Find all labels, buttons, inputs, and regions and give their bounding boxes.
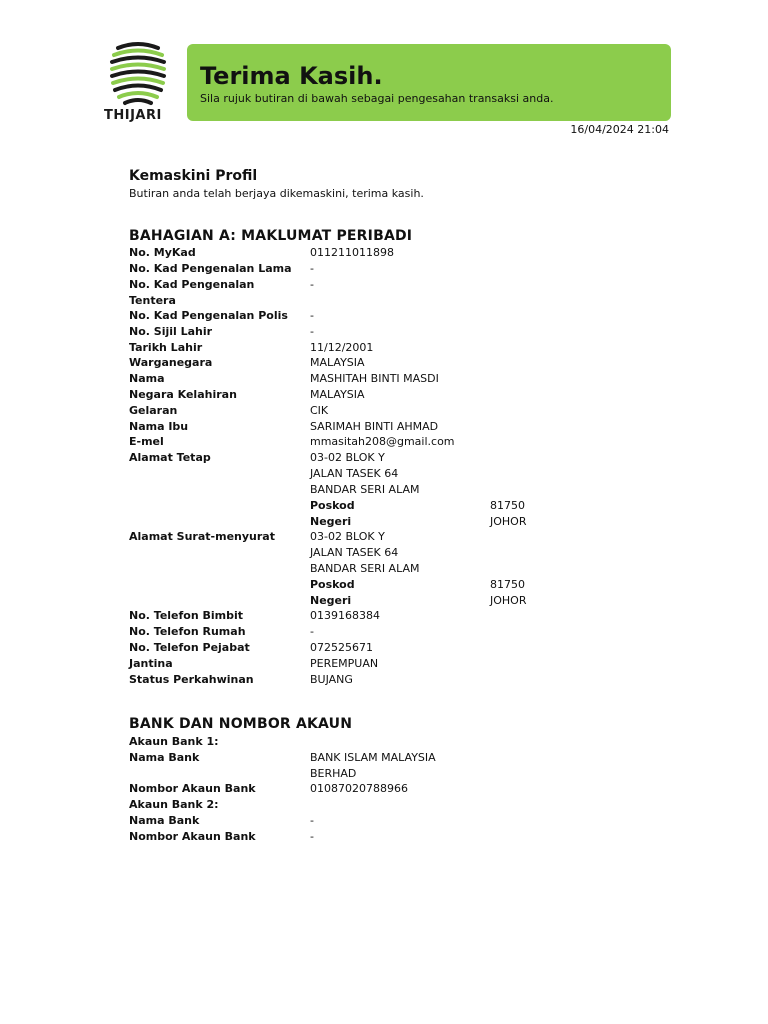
ic-lama-value: - <box>310 262 314 275</box>
banner-subtitle: Sila rujuk butiran di bawah sebagai pengesahan transaksi anda. <box>200 92 554 105</box>
tel-bimbit-label: No. Telefon Bimbit <box>129 609 244 622</box>
tel-pejabat-value: 072525671 <box>310 641 373 654</box>
tel-bimbit-value: 0139168384 <box>310 609 380 622</box>
jantina-value: PEREMPUAN <box>310 657 379 670</box>
ic-tentera-label-line2: Tentera <box>129 294 176 307</box>
sijil-lahir-label: No. Sijil Lahir <box>129 325 213 338</box>
akaun2-nama-label: Nama Bank <box>129 814 200 827</box>
akaun2-heading: Akaun Bank 2: <box>129 798 219 811</box>
jantina-label: Jantina <box>129 657 173 670</box>
alamat-tetap-line2: JALAN TASEK 64 <box>310 467 399 480</box>
tel-rumah-label: No. Telefon Rumah <box>129 625 246 638</box>
section-a-heading: BAHAGIAN A: MAKLUMAT PERIBADI <box>129 228 413 244</box>
alamat-tetap-line1: 03-02 BLOK Y <box>310 451 385 464</box>
akaun1-nama-line2: BERHAD <box>310 767 357 780</box>
alamat-surat-line1: 03-02 BLOK Y <box>310 530 385 543</box>
ic-lama-label: No. Kad Pengenalan Lama <box>129 262 292 275</box>
alamat-tetap-label: Alamat Tetap <box>129 451 211 464</box>
tarikh-lahir-label: Tarikh Lahir <box>129 341 203 354</box>
akaun2-nombor-label: Nombor Akaun Bank <box>129 830 256 843</box>
alamat-surat-label: Alamat Surat-menyurat <box>129 530 275 543</box>
tel-rumah-value: - <box>310 625 314 638</box>
tel-pejabat-label: No. Telefon Pejabat <box>129 641 250 654</box>
ic-tentera-value: - <box>310 278 314 291</box>
alamat-surat-poskod: 81750 <box>490 578 525 591</box>
alamat-tetap-negeri-label: Negeri <box>310 515 352 528</box>
akaun1-nombor-value: 01087020788966 <box>310 782 408 795</box>
gelaran-label: Gelaran <box>129 404 178 417</box>
profile-subtitle: Butiran anda telah berjaya dikemaskini, terima kasih. <box>129 187 424 200</box>
mykad-value: 011211011898 <box>310 246 394 259</box>
negara-kelahiran-label: Negara Kelahiran <box>129 388 237 401</box>
nama-value: MASHITAH BINTI MASDI <box>310 372 439 385</box>
negara-kelahiran-value: MALAYSIA <box>310 388 365 401</box>
alamat-surat-negeri: JOHOR <box>490 594 527 607</box>
ic-polis-value: - <box>310 309 314 322</box>
bank-heading: BANK DAN NOMBOR AKAUN <box>129 716 353 732</box>
mykad-label: No. MyKad <box>129 246 196 259</box>
status-kahwin-value: BUJANG <box>310 673 353 686</box>
warganegara-value: MALAYSIA <box>310 356 365 369</box>
alamat-surat-line3: BANDAR SERI ALAM <box>310 562 420 575</box>
success-banner <box>187 44 671 121</box>
ic-tentera-label-line1: No. Kad Pengenalan <box>129 278 255 291</box>
alamat-surat-line2: JALAN TASEK 64 <box>310 546 399 559</box>
nama-ibu-value: SARIMAH BINTI AHMAD <box>310 420 439 433</box>
alamat-surat-negeri-label: Negeri <box>310 594 352 607</box>
alamat-tetap-poskod: 81750 <box>490 499 525 512</box>
profile-title: Kemaskini Profil <box>129 168 258 184</box>
tarikh-lahir-value: 11/12/2001 <box>310 341 374 354</box>
akaun1-nama-line1: BANK ISLAM MALAYSIA <box>310 751 436 764</box>
alamat-surat-poskod-label: Poskod <box>310 578 355 591</box>
sijil-lahir-value: - <box>310 325 314 338</box>
status-kahwin-label: Status Perkahwinan <box>129 673 254 686</box>
nama-ibu-label: Nama Ibu <box>129 420 189 433</box>
akaun2-nama-value: - <box>310 814 314 827</box>
brand-name: THIJARI <box>104 108 162 123</box>
emel-label: E-mel <box>129 435 164 448</box>
gelaran-value: CIK <box>310 404 329 417</box>
fingerprint-icon <box>100 40 176 110</box>
alamat-tetap-poskod-label: Poskod <box>310 499 355 512</box>
nama-label: Nama <box>129 372 165 385</box>
alamat-tetap-negeri: JOHOR <box>490 515 527 528</box>
emel-value: mmasitah208@gmail.com <box>310 435 455 448</box>
akaun1-heading: Akaun Bank 1: <box>129 735 219 748</box>
akaun1-nombor-label: Nombor Akaun Bank <box>129 782 256 795</box>
akaun2-nombor-value: - <box>310 830 314 843</box>
warganegara-label: Warganegara <box>129 356 213 369</box>
banner-title: Terima Kasih. <box>200 62 383 90</box>
alamat-tetap-line3: BANDAR SERI ALAM <box>310 483 420 496</box>
akaun1-nama-label: Nama Bank <box>129 751 200 764</box>
transaction-datetime: 16/04/2024 21:04 <box>570 123 669 136</box>
ic-polis-label: No. Kad Pengenalan Polis <box>129 309 288 322</box>
